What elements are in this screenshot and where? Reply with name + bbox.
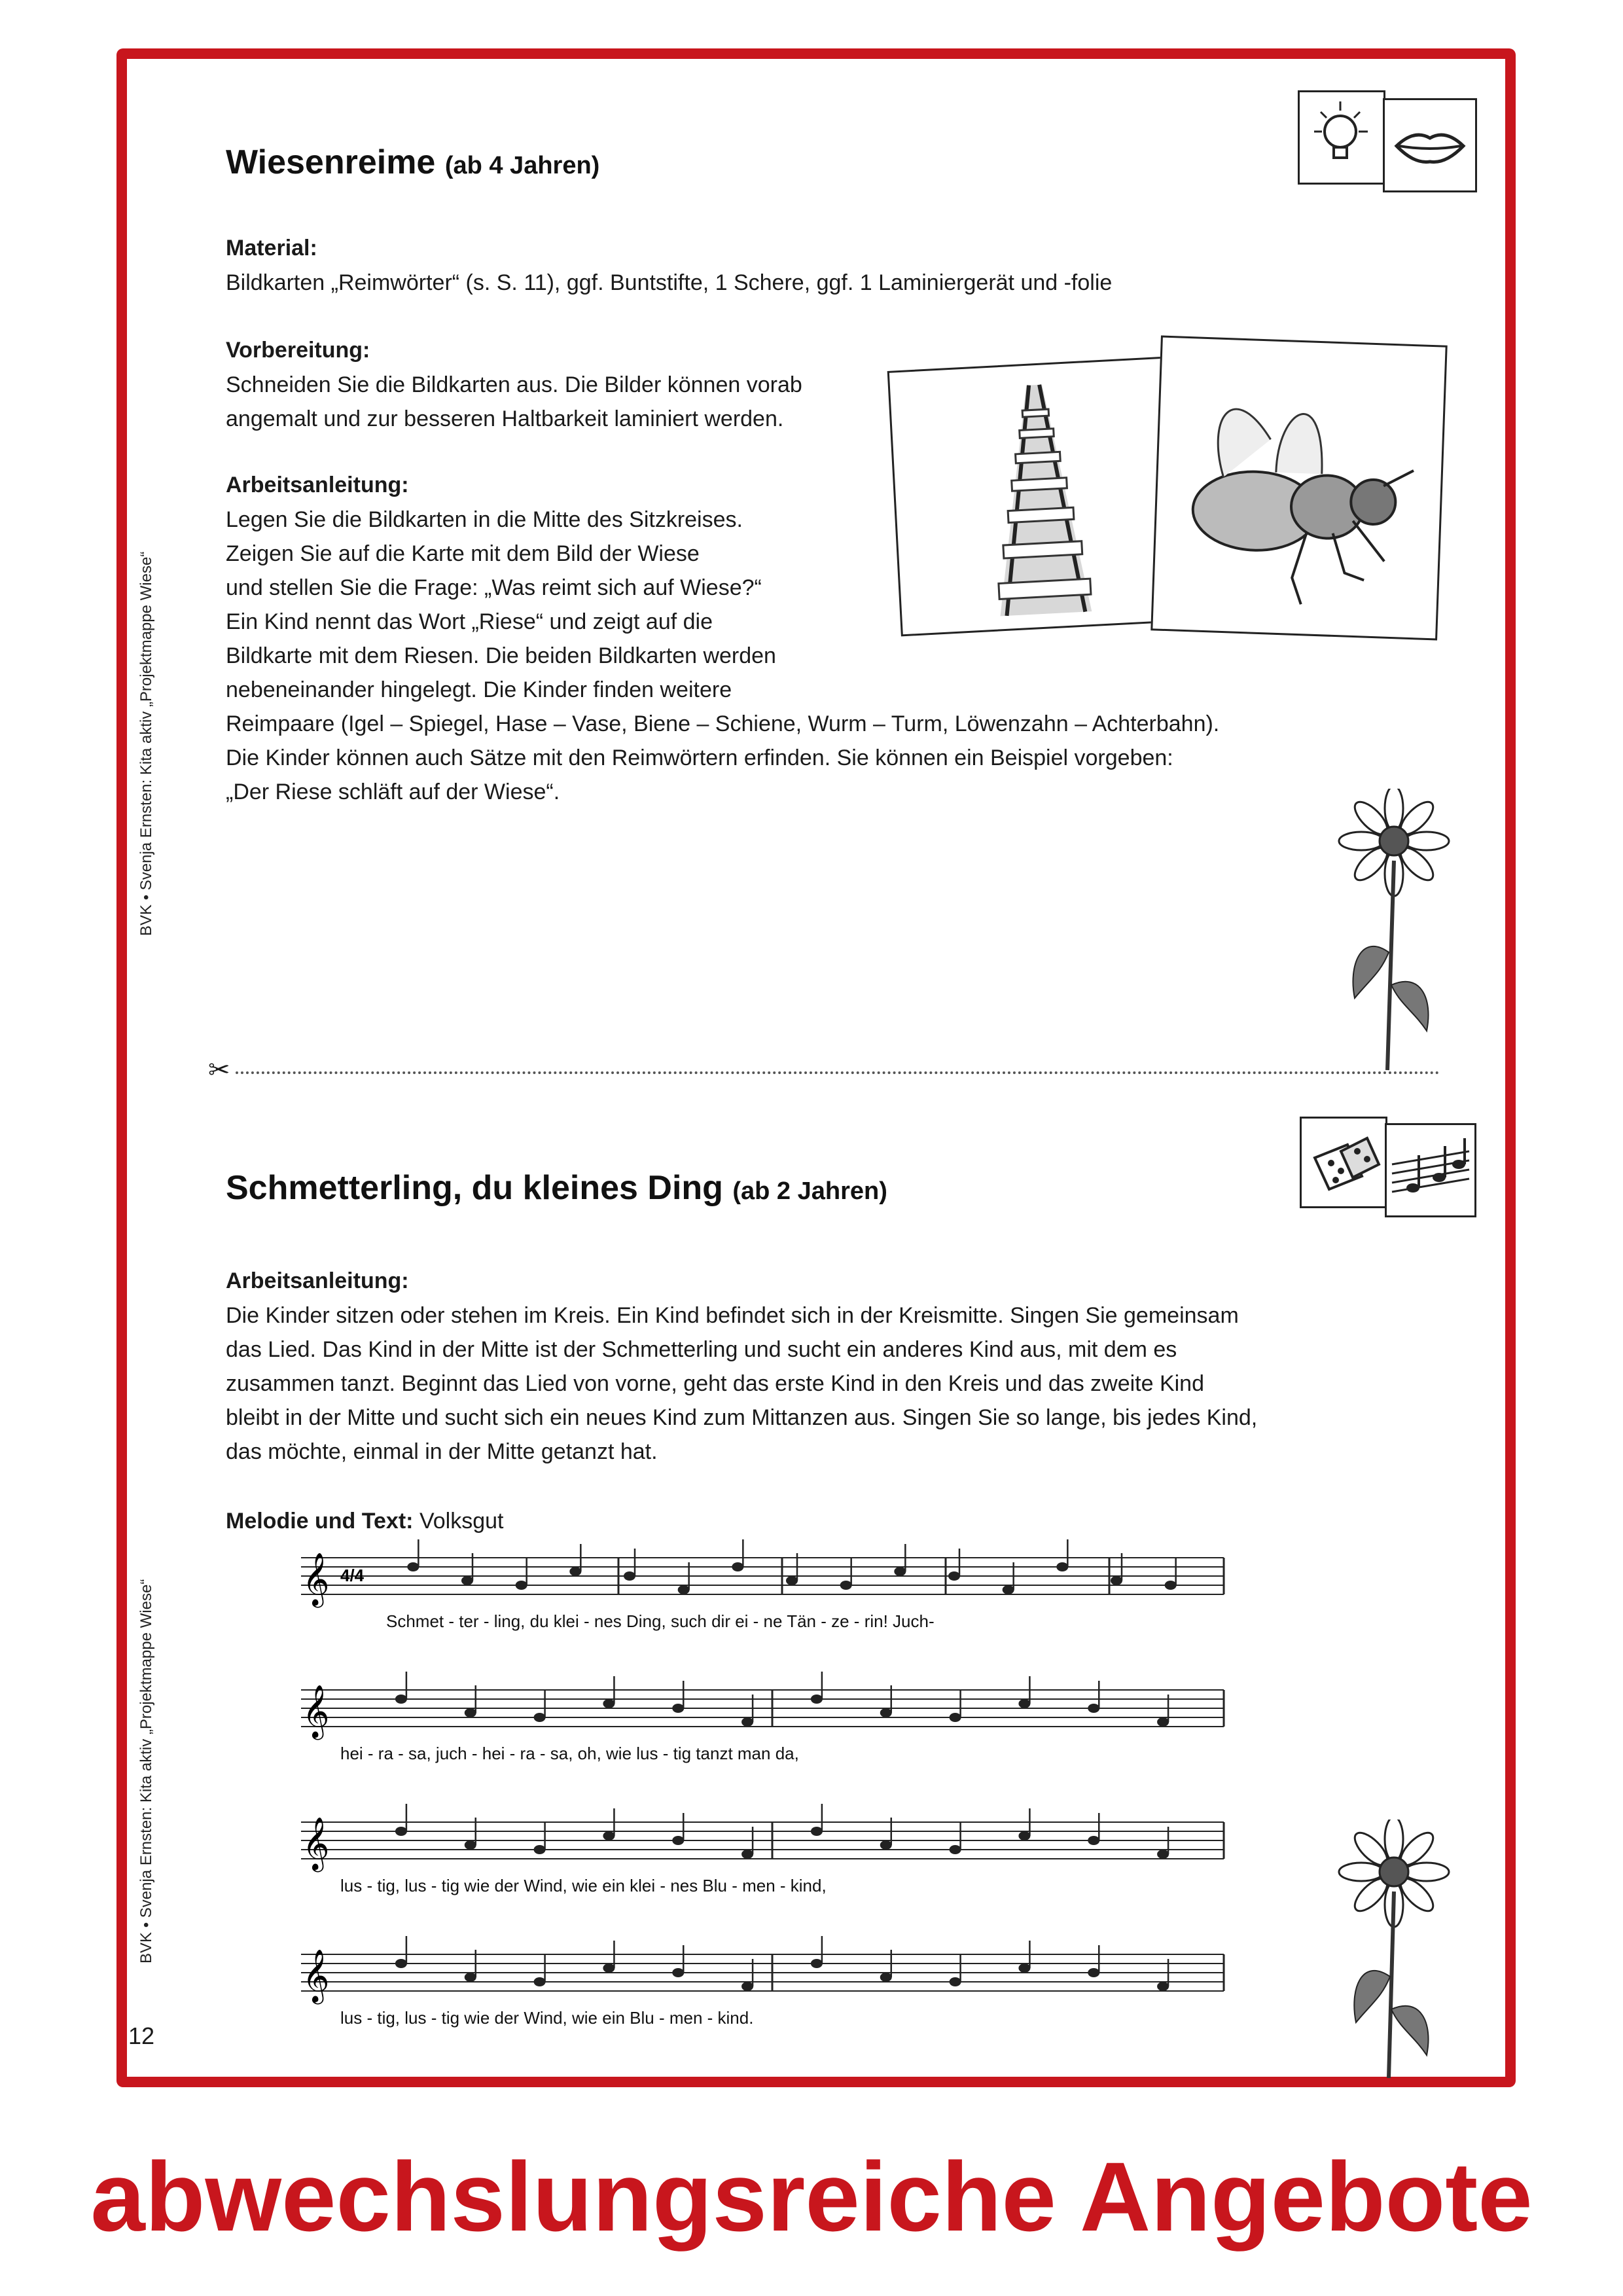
section1-prep-text: [226, 368, 802, 436]
time-signature: 4/4: [340, 1566, 365, 1585]
music-note: [569, 1567, 581, 1576]
lyrics-line: lus - tig, lus - tig wie der Wind, wie ein Blu - men - kind.: [340, 2008, 754, 2028]
music-note: [1018, 1964, 1030, 1973]
sheet-music: [288, 1532, 1237, 2055]
music-note: [603, 1831, 615, 1840]
music-note: [678, 1585, 690, 1594]
music-note: [395, 1959, 407, 1968]
lyrics-line: Schmet - ter - ling, du klei - nes Ding, such dir ei - ne Tän - ze - rin! Juch-: [386, 1611, 935, 1631]
section2-instr-label: Arbeitsanleitung:: [226, 1268, 409, 1293]
instr-line: nebeneinander hingelegt. Die Kinder finden weitere: [226, 677, 732, 702]
section1-title: [226, 143, 599, 182]
music-note: [741, 1717, 753, 1727]
lyrics-line: hei - ra - sa, juch - hei - ra - sa, oh, wie lus - tig tanzt man da,: [340, 1744, 799, 1763]
music-note: [672, 1704, 684, 1713]
music-note: [465, 1708, 476, 1717]
treble-clef-icon: 𝄞: [302, 1684, 330, 1738]
music-note: [1157, 1717, 1169, 1727]
music-note: [603, 1964, 615, 1973]
music-note: [741, 1982, 753, 1991]
music-note: [1157, 1982, 1169, 1991]
music-note: [534, 1845, 546, 1854]
side-credit-top: BVK • Svenja Ernsten: Kita aktiv „Projektmappe Wiese“: [137, 551, 155, 936]
music-note: [407, 1562, 419, 1571]
music-note: [395, 1695, 407, 1704]
bee-image: [1152, 338, 1445, 639]
music-note: [880, 1840, 892, 1850]
treble-clef-icon: 𝄞: [302, 1816, 330, 1870]
music-note: [1003, 1585, 1014, 1594]
instr-line: und stellen Sie die Frage: „Was reimt sich auf Wiese?“: [226, 575, 762, 600]
music-note: [840, 1581, 852, 1590]
music-note: [880, 1708, 892, 1717]
section1-title-text: Wiesenreime: [226, 143, 436, 181]
music-note: [672, 1836, 684, 1845]
music-note: [1088, 1836, 1099, 1845]
music-note: [950, 1713, 961, 1722]
section2-title-text: Schmetterling, du kleines Ding: [226, 1169, 723, 1207]
music-note: [811, 1959, 823, 1968]
music-note: [732, 1562, 743, 1571]
music-note: [1165, 1581, 1177, 1590]
section2-age: (ab 2 Jahren): [732, 1177, 887, 1205]
music-note: [1088, 1968, 1099, 1977]
music-note: [811, 1827, 823, 1836]
scissors-icon: ✂: [208, 1056, 230, 1085]
music-note: [465, 1973, 476, 1982]
staff: [301, 1672, 1224, 1740]
mouth-icon: [1383, 98, 1477, 192]
music-note: [624, 1571, 635, 1581]
section1-prep-label: Vorbereitung:: [226, 338, 370, 363]
cut-line: [236, 1071, 1440, 1074]
music-note: [534, 1977, 546, 1986]
staff: [301, 1936, 1224, 2004]
footer-banner: abwechslungsreiche Angebote: [90, 2142, 1533, 2251]
instr-line: Die Kinder sitzen oder stehen im Kreis. Ein Kind befindet sich in der Kreismitte. Singen Sie gemeinsam: [226, 1303, 1239, 1328]
music-note: [1111, 1576, 1122, 1585]
page-number: 12: [128, 2022, 155, 2049]
staff: [301, 1539, 1224, 1607]
music-note: [672, 1968, 684, 1977]
music-note: [741, 1850, 753, 1859]
section1-age: (ab 4 Jahren): [444, 152, 600, 179]
music-note: [1088, 1704, 1099, 1713]
section1-material-text: Bildkarten „Reimwörter“ (s. S. 11), ggf. Buntstifte, 1 Schere, ggf. 1 Laminiergerät und -folie: [226, 270, 1113, 295]
music-note: [1018, 1699, 1030, 1708]
melody-value: Volksgut: [419, 1509, 504, 1534]
section1-material-label: Material:: [226, 236, 317, 260]
music-note: [894, 1567, 906, 1576]
railway-picture-card: [887, 356, 1193, 637]
lyrics-line: lus - tig, lus - tig wie der Wind, wie ein klei - nes Blu - men - kind,: [340, 1876, 827, 1895]
music-note: [880, 1973, 892, 1982]
music-note: [603, 1699, 615, 1708]
prep-line: Schneiden Sie die Bildkarten aus. Die Bilder können vorab: [226, 372, 802, 397]
instr-line: Legen Sie die Bildkarten in die Mitte des Sitzkreises.: [226, 507, 743, 532]
music-note: [811, 1695, 823, 1704]
staff: [301, 1804, 1224, 1872]
music-note: [786, 1576, 798, 1585]
music-note: [950, 1977, 961, 1986]
music-note: [950, 1845, 961, 1854]
instr-line: Reimpaare (Igel – Spiegel, Hase – Vase, Biene – Schiene, Wurm – Turm, Löwenzahn – Achterbahn).: [226, 711, 1220, 736]
section1-instr-label: Arbeitsanleitung:: [226, 473, 409, 497]
instr-line: das Lied. Das Kind in der Mitte ist der Schmetterling und sucht ein anderes Kind aus, mit dem es: [226, 1337, 1177, 1362]
instr-line: Ein Kind nennt das Wort „Riese“ und zeigt auf die: [226, 609, 713, 634]
music-note: [465, 1840, 476, 1850]
instr-line: bleibt in der Mitte und sucht sich ein neues Kind zum Mittanzen aus. Singen Sie so lange, bis jedes Kind,: [226, 1405, 1258, 1430]
music-notes-icon: [1385, 1123, 1476, 1217]
treble-clef-icon: 𝄞: [302, 1948, 330, 2002]
music-note: [948, 1571, 960, 1581]
music-note: [516, 1581, 527, 1590]
treble-clef-icon: 𝄞: [302, 1552, 330, 1605]
prep-line: angemalt und zur besseren Haltbarkeit laminiert werden.: [226, 406, 784, 431]
music-note: [1056, 1562, 1068, 1571]
instr-line: Die Kinder können auch Sätze mit den Reimwörtern erfinden. Sie können ein Beispiel vorgeben:: [226, 745, 1173, 770]
bee-picture-card: [1150, 335, 1447, 640]
section2-title: [226, 1168, 887, 1208]
flower-illustration-bottom: [1335, 1820, 1453, 2081]
flower-illustration-top: [1335, 789, 1453, 1077]
instr-line: „Der Riese schläft auf der Wiese“.: [226, 780, 560, 804]
music-note: [534, 1713, 546, 1722]
music-note: [1018, 1831, 1030, 1840]
music-note: [1157, 1850, 1169, 1859]
instr-line: das möchte, einmal in der Mitte getanzt hat.: [226, 1439, 658, 1464]
railway-track-image: [889, 358, 1190, 634]
melody-label: Melodie und Text:: [226, 1509, 414, 1534]
lightbulb-icon: [1298, 90, 1385, 185]
music-note: [461, 1576, 473, 1585]
instr-line: Zeigen Sie auf die Karte mit dem Bild der Wiese: [226, 541, 700, 566]
instr-line: Bildkarte mit dem Riesen. Die beiden Bildkarten werden: [226, 643, 776, 668]
instr-line: zusammen tanzt. Beginnt das Lied von vorne, geht das erste Kind in den Kreis und das zweite Kind: [226, 1371, 1205, 1396]
side-credit-bottom: BVK • Svenja Ernsten: Kita aktiv „Projektmappe Wiese“: [137, 1579, 155, 1964]
music-note: [395, 1827, 407, 1836]
dice-icon: [1300, 1117, 1387, 1208]
section2-instr-text: [226, 1299, 1257, 1469]
